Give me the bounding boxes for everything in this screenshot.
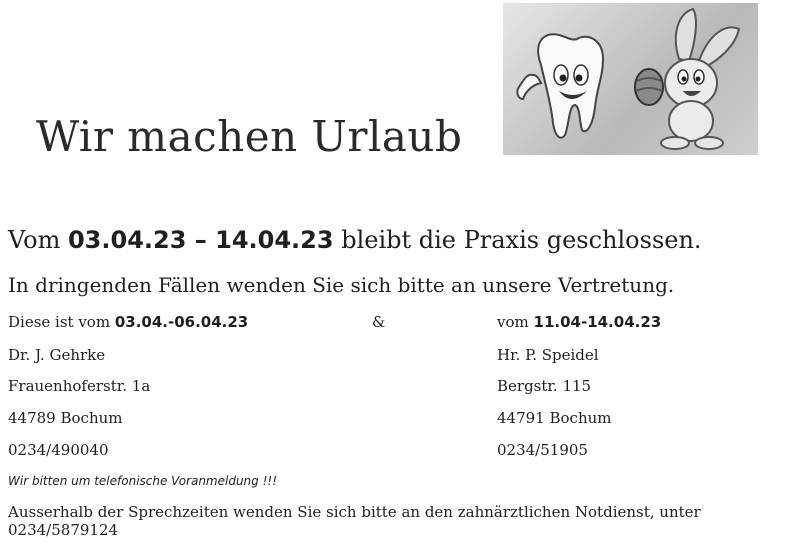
closure-prefix: Vom [8, 226, 61, 254]
right-period: 11.04-14.04.23 [533, 313, 662, 331]
left-street: Frauenhoferstr. 1a [8, 377, 151, 395]
right-substitute-period [497, 313, 661, 331]
right-phone: 0234/51905 [497, 441, 588, 459]
right-street: Bergstr. 115 [497, 377, 592, 395]
illustration-graphic [503, 3, 758, 155]
left-name: Dr. J. Gehrke [8, 346, 106, 364]
separator: & [372, 313, 386, 331]
appointment-note: Wir bitten um telefonische Voranmeldung !!! [8, 474, 278, 488]
left-phone: 0234/490040 [8, 441, 109, 459]
emergency-notice [8, 503, 701, 539]
right-intro: vom [497, 313, 529, 331]
easter-egg-icon [635, 69, 663, 105]
left-city: 44789 Bochum [8, 409, 123, 427]
easter-bunny-icon [661, 9, 739, 149]
urgent-notice: In dringenden Fällen wenden Sie sich bitte an unsere Vertretung. [8, 273, 675, 297]
page-title: Wir machen Urlaub [36, 112, 463, 161]
right-name: Hr. P. Speidel [497, 346, 599, 364]
left-substitute-period [8, 313, 248, 331]
illustration [503, 3, 758, 155]
closure-date-range: 03.04.23 – 14.04.23 [67, 226, 334, 254]
emergency-phone: 0234/5879124 [8, 521, 119, 539]
tooth-mascot-icon [517, 34, 603, 137]
left-intro: Diese ist vom [8, 313, 111, 331]
left-period: 03.04.-06.04.23 [114, 313, 249, 331]
closure-suffix: bleibt die Praxis geschlossen. [341, 226, 702, 254]
closure-line [8, 226, 702, 254]
right-city: 44791 Bochum [497, 409, 612, 427]
emergency-text: Ausserhalb der Sprechzeiten wenden Sie sich bitte an den zahnärztlichen Notdienst, unter [8, 503, 701, 521]
